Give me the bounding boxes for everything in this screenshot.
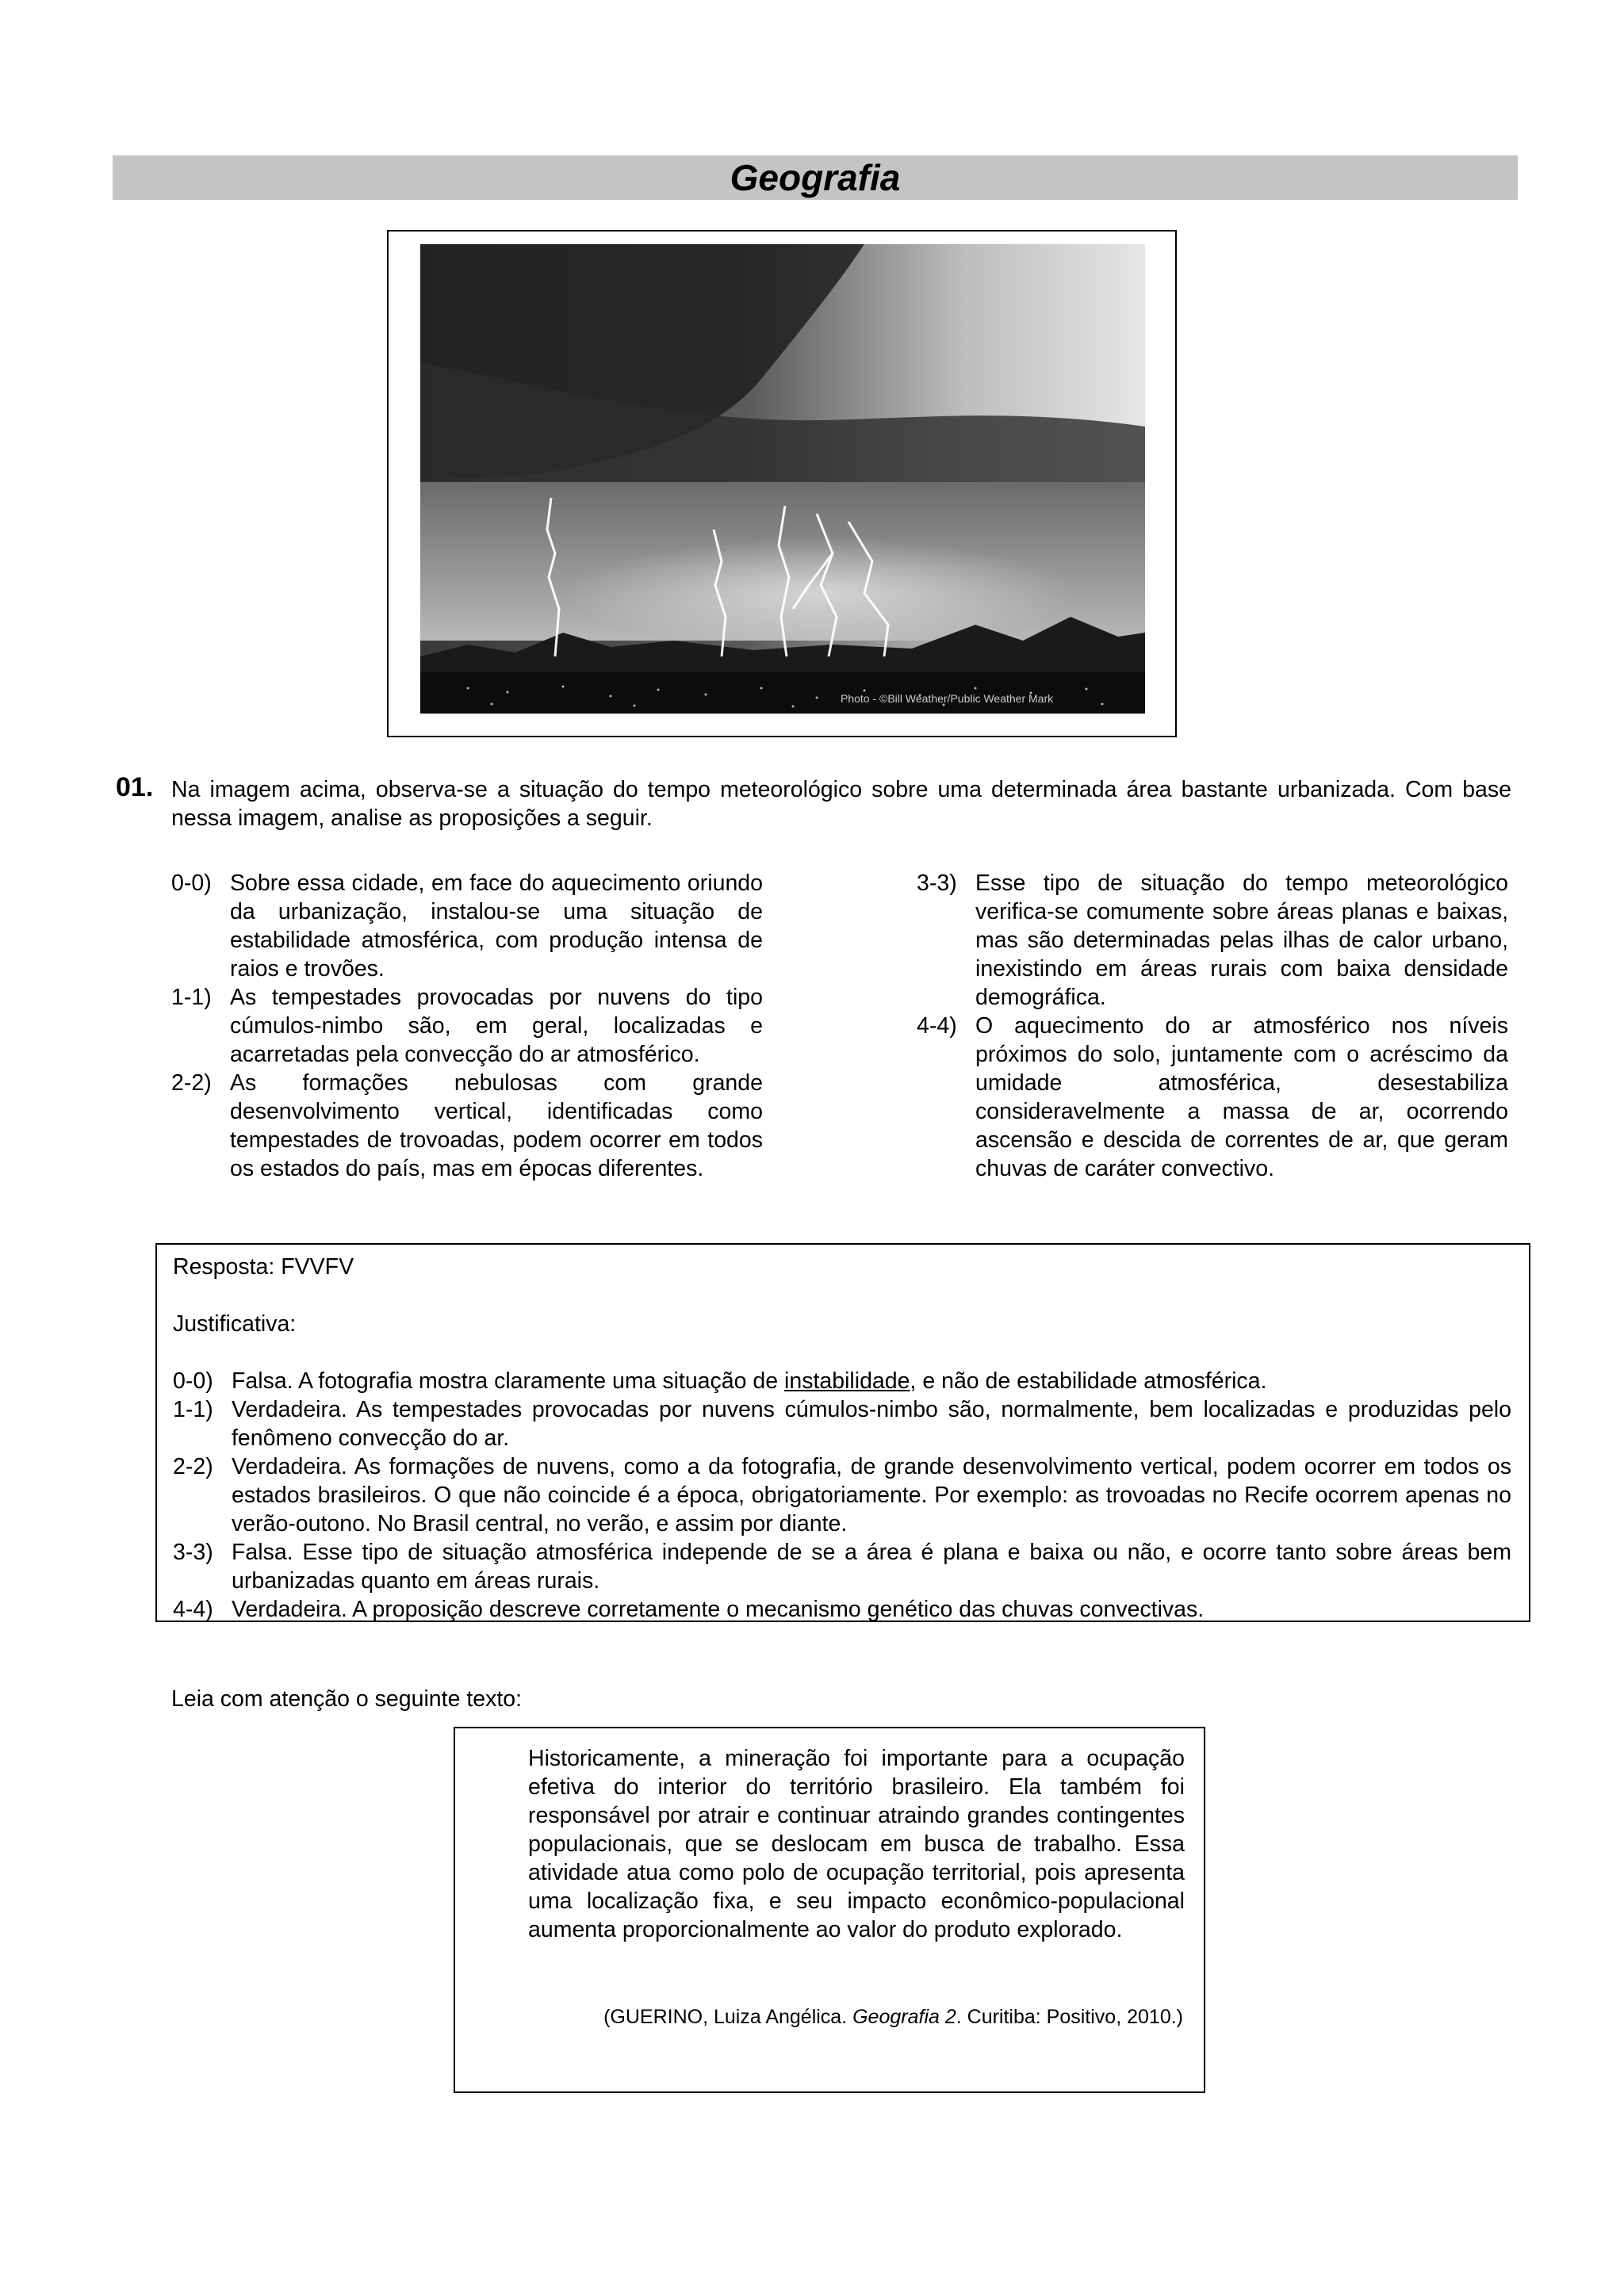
citation-publisher: . Curitiba: Positivo, 2010.) <box>956 2006 1183 2028</box>
citation-author: (GUERINO, Luiza Angélica. <box>603 2006 853 2028</box>
proposition-code: 2-2) <box>171 1070 212 1096</box>
justification-text: Verdadeira. As formações de nuvens, como a da fotografia, de grande desenvolvimento vertical, podem ocorrer em todos os estados brasileiros. O que não coincide é a época, obrigatoriamente. Por exemplo: as trovoadas no Recife ocorrem apenas no verão-outono. No Brasil central, no verão, e assim por diante. <box>232 1454 1511 1536</box>
justification-2-2 <box>173 1452 1511 1538</box>
proposition-code: 1-1) <box>171 985 212 1010</box>
proposition-text: As tempestades provocadas por nuvens do tipo cúmulos-nimbo são, em geral, localizadas e acarretadas pela convecção do ar atmosférico. <box>230 985 763 1067</box>
justification-4-4 <box>173 1595 1511 1624</box>
reading-text: Historicamente, a mineração foi importante para a ocupação efetiva do interior do território brasileiro. Ela também foi responsável por atrair e continuar atraindo grandes contingentes populacionais, que se deslocam em busca de trabalho. Essa atividade atua como polo de ocupação territorial, pois apresenta uma localização fixa, e seu impacto econômico-populacional aumenta proporcionalmente ao valor do produto explorado. <box>528 1746 1185 1942</box>
justification-code: 2-2) <box>173 1454 213 1479</box>
reading-lead-in: Leia com atenção o seguinte texto: <box>171 1686 523 1712</box>
justification-code: 1-1) <box>173 1397 213 1422</box>
section-header <box>113 155 1518 200</box>
justification-text: Verdadeira. A proposição descreve corretamente o mecanismo genético das chuvas convectivas. <box>232 1597 1205 1622</box>
proposition-code: 4-4) <box>917 1013 957 1039</box>
answer-key: Resposta: FVVFV <box>173 1254 354 1280</box>
justification-code: 4-4) <box>173 1597 213 1622</box>
question-number: 01. <box>116 772 154 802</box>
proposition-1-1 <box>171 983 763 1069</box>
storm-photo <box>420 244 1145 714</box>
proposition-text: Esse tipo de situação do tempo meteorológico verifica-se comumente sobre áreas planas e baixas, mas são determinadas pelas ilhas de calor urbano, inexistindo em áreas rurais com baixa densidade demográfica. <box>975 871 1508 1010</box>
answer-box <box>155 1243 1530 1622</box>
reading-box <box>454 1727 1205 2093</box>
photo-credit: Photo - ©Bill Weather/Public Weather Mark <box>841 692 1054 705</box>
justification-text-end: , e não de estabilidade atmosférica. <box>910 1368 1267 1394</box>
justification-code: 0-0) <box>173 1368 213 1394</box>
proposition-0-0 <box>171 869 763 983</box>
justification-text: Falsa. A fotografia mostra claramente uma situação de <box>232 1368 785 1394</box>
citation <box>603 2003 1183 2031</box>
proposition-code: 0-0) <box>171 871 212 896</box>
proposition-4-4 <box>917 1012 1508 1183</box>
proposition-3-3 <box>917 869 1508 1012</box>
photo-frame <box>387 230 1177 737</box>
underlined-term: instabilidade <box>784 1368 910 1394</box>
justification-1-1 <box>173 1395 1511 1452</box>
justification-0-0 <box>173 1367 1511 1395</box>
question-stem: Na imagem acima, observa-se a situação do tempo meteorológico sobre uma determinada área bastante urbanizada. Com base nessa imagem, analise as proposições a seguir. <box>171 777 1511 831</box>
citation-title: Geografia 2 <box>852 2006 956 2028</box>
proposition-2-2 <box>171 1069 763 1183</box>
proposition-code: 3-3) <box>917 871 957 896</box>
justification-label: Justificativa: <box>173 1311 297 1337</box>
proposition-text: As formações nebulosas com grande desenvolvimento vertical, identificadas como tempestades de trovoadas, podem ocorrer em todos os estados do país, mas em épocas diferentes. <box>230 1070 763 1181</box>
proposition-text: Sobre essa cidade, em face do aquecimento oriundo da urbanização, instalou-se uma situação de estabilidade atmosférica, com produção intensa de raios e trovões. <box>230 871 763 982</box>
justification-3-3 <box>173 1538 1511 1595</box>
justification-text: Verdadeira. As tempestades provocadas por nuvens cúmulos-nimbo são, normalmente, bem localizadas e produzidas pelo fenômeno convecção do ar. <box>232 1397 1511 1451</box>
proposition-text: O aquecimento do ar atmosférico nos níveis próximos do solo, juntamente com o acréscimo da umidade atmosférica, desestabiliza consideravelmente a massa de ar, ocorrendo ascensão e descida de correntes de ar, que geram chuvas de caráter convectivo. <box>975 1013 1508 1181</box>
justification-code: 3-3) <box>173 1540 213 1565</box>
section-title: Geografia <box>730 157 901 198</box>
justification-text: Falsa. Esse tipo de situação atmosférica independe de se a área é plana e baixa ou não, e ocorre tanto sobre áreas bem urbanizadas quanto em áreas rurais. <box>232 1540 1511 1594</box>
